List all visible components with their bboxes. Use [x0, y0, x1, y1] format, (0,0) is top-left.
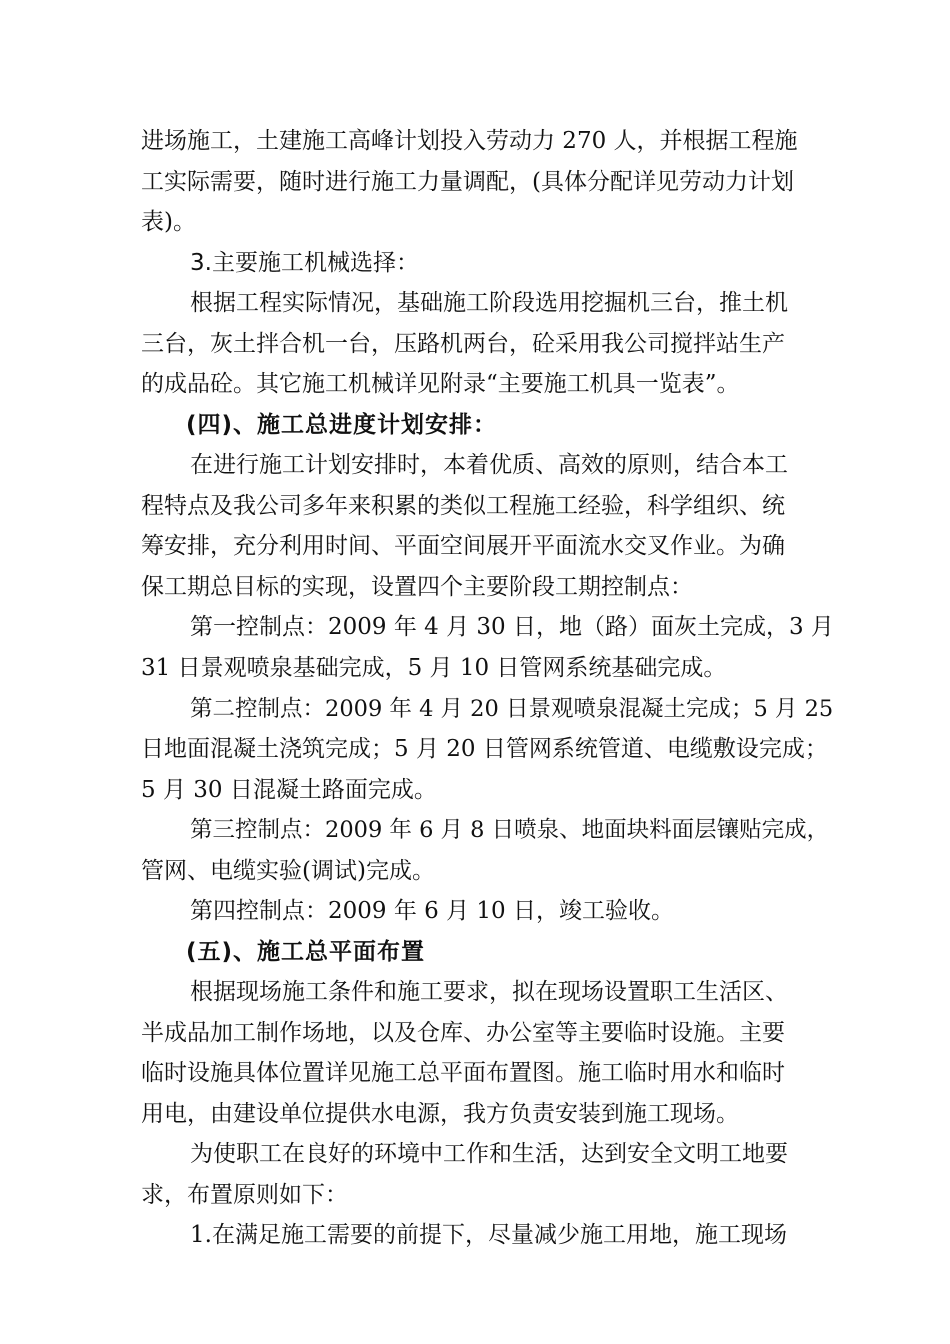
body-line: 第一控制点：2009 年 4 月 30 日，地（路）面灰土完成，3 月	[190, 614, 834, 640]
section-subheading: 3.主要施工机械选择：	[190, 250, 419, 276]
body-line: 程特点及我公司多年来积累的类似工程施工经验，科学组织、统	[141, 493, 785, 519]
section-heading: (四)、施工总进度计划安排：	[186, 412, 498, 438]
body-line: 第二控制点：2009 年 4 月 20 日景观喷泉混凝土完成；5 月 25	[190, 696, 834, 722]
body-line: 求，布置原则如下：	[141, 1182, 348, 1208]
body-line: 管网、电缆实验(调试)完成。	[141, 858, 435, 884]
body-line: 进场施工，土建施工高峰计划投入劳动力 270 人，并根据工程施	[141, 128, 798, 154]
body-line: 工实际需要，随时进行施工力量调配，(具体分配详见劳动力计划	[141, 169, 794, 195]
body-line: 根据工程实际情况，基础施工阶段选用挖掘机三台，推土机	[190, 290, 788, 316]
body-line: 1.在满足施工需要的前提下，尽量减少施工用地，施工现场	[190, 1222, 787, 1248]
body-line: 保工期总目标的实现，设置四个主要阶段工期控制点：	[141, 574, 693, 600]
body-line: 用电，由建设单位提供水电源，我方负责安装到施工现场。	[141, 1101, 739, 1127]
body-line: 为使职工在良好的环境中工作和生活，达到安全文明工地要	[190, 1141, 788, 1167]
body-line: 第三控制点：2009 年 6 月 8 日喷泉、地面块料面层镶贴完成，	[190, 817, 830, 843]
body-line: 表)。	[141, 209, 196, 235]
body-line: 三台，灰土拌合机一台，压路机两台，砼采用我公司搅拌站生产	[141, 331, 785, 357]
body-line: 在进行施工计划安排时，本着优质、高效的原则，结合本工	[190, 452, 788, 478]
section-heading: (五)、施工总平面布置	[186, 939, 426, 965]
body-line: 的成品砼。其它施工机械详见附录“主要施工机具一览表”。	[141, 371, 740, 397]
body-line: 5 月 30 日混凝土路面完成。	[141, 777, 437, 803]
body-line: 半成品加工制作场地，以及仓库、办公室等主要临时设施。主要	[141, 1020, 785, 1046]
body-line: 第四控制点：2009 年 6 月 10 日，竣工验收。	[190, 898, 674, 924]
body-line: 31 日景观喷泉基础完成，5 月 10 日管网系统基础完成。	[141, 655, 727, 681]
body-line: 筹安排，充分利用时间、平面空间展开平面流水交叉作业。为确	[141, 533, 785, 559]
body-line: 根据现场施工条件和施工要求，拟在现场设置职工生活区、	[190, 979, 788, 1005]
body-line: 临时设施具体位置详见施工总平面布置图。施工临时用水和临时	[141, 1060, 785, 1086]
body-line: 日地面混凝土浇筑完成；5 月 20 日管网系统管道、电缆敷设完成；	[141, 736, 828, 762]
